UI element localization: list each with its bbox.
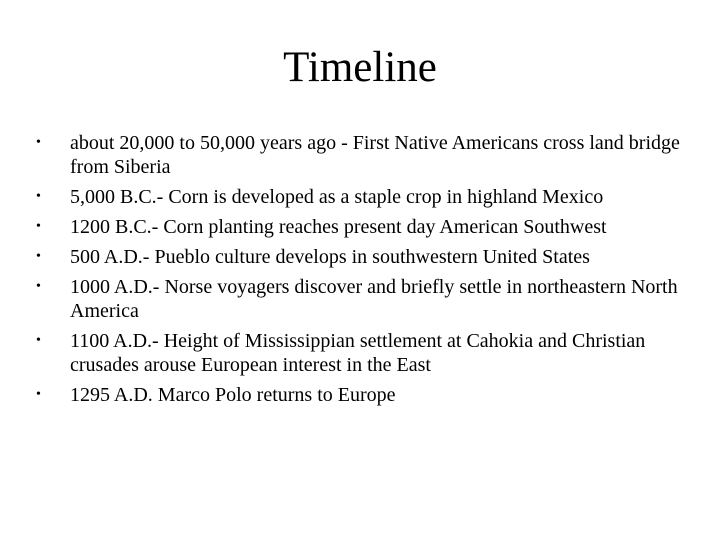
timeline-list	[36, 131, 696, 413]
timeline-item-text: 1200 B.C.- Corn planting reaches present day American Southwest	[70, 216, 607, 238]
timeline-item	[36, 329, 696, 377]
timeline-item	[36, 215, 696, 239]
slide-title: Timeline	[283, 44, 437, 91]
timeline-item-text: 5,000 B.C.- Corn is developed as a staple crop in highland Mexico	[70, 186, 604, 208]
bullet-icon: •	[36, 387, 41, 402]
timeline-item	[36, 131, 696, 179]
timeline-item-text: 1295 A.D. Marco Polo returns to Europe	[70, 384, 396, 406]
timeline-item-text: 1000 A.D.- Norse voyagers discover and briefly settle in northeastern North America	[70, 276, 678, 322]
timeline-item-text: 1100 A.D.- Height of Mississippian settlement at Cahokia and Christian crusades arouse European interest in the East	[70, 330, 646, 376]
bullet-icon: •	[36, 249, 41, 264]
bullet-icon: •	[36, 333, 41, 348]
timeline-item-text: 500 A.D.- Pueblo culture develops in southwestern United States	[70, 246, 590, 268]
bullet-icon: •	[36, 279, 41, 294]
timeline-item	[36, 185, 696, 209]
timeline-item	[36, 275, 696, 323]
bullet-icon: •	[36, 219, 41, 234]
timeline-item-text: about 20,000 to 50,000 years ago - First Native Americans cross land bridge from Siberia	[70, 132, 680, 178]
timeline-item	[36, 245, 696, 269]
timeline-item	[36, 383, 696, 407]
bullet-icon: •	[36, 189, 41, 204]
bullet-icon: •	[36, 135, 41, 150]
